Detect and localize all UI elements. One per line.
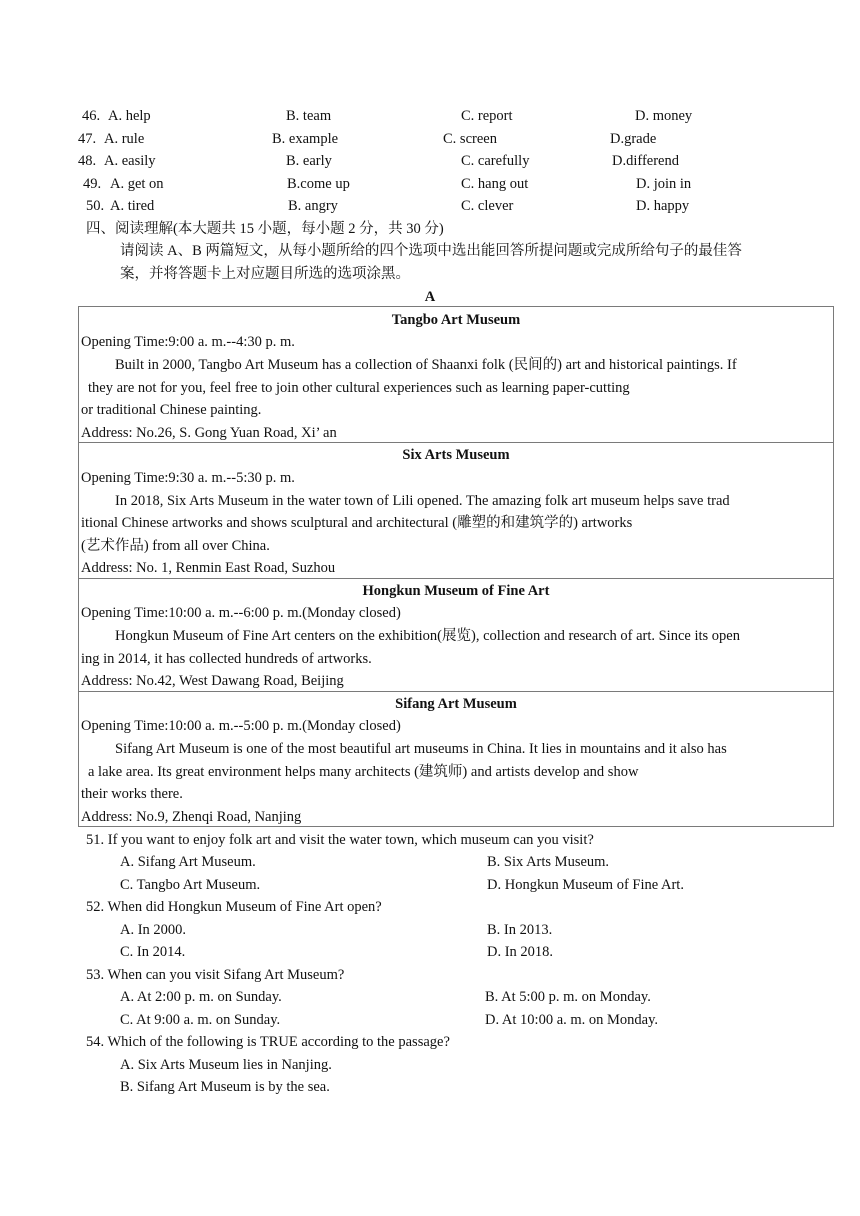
q49-option-a: A. get on xyxy=(110,176,164,192)
q48-option-b: B. early xyxy=(286,153,332,169)
q49-option-c: C. hang out xyxy=(461,176,529,192)
q50-option-d: D. happy xyxy=(636,198,690,214)
address: Address: No.9, Zhenqi Road, Nanjing xyxy=(81,809,302,825)
option-c: C. Tangbo Art Museum. xyxy=(120,877,261,893)
q47-option-d: D.grade xyxy=(610,131,657,147)
row-divider xyxy=(78,578,834,579)
address: Address: No.26, S. Gong Yuan Road, Xi’ an xyxy=(81,425,337,441)
q46-option-b: B. team xyxy=(286,108,332,124)
description-line: In 2018, Six Arts Museum in the water town of Lili opened. The amazing folk art museum helps save trad xyxy=(115,493,730,509)
question-stem: 53. When can you visit Sifang Art Museum? xyxy=(86,967,345,983)
row-divider xyxy=(78,442,834,443)
description-line: Sifang Art Museum is one of the most beautiful art museums in China. It lies in mountains and it also has xyxy=(115,741,727,757)
option-a: A. Six Arts Museum lies in Nanjing. xyxy=(120,1057,332,1073)
description-line: Hongkun Museum of Fine Art centers on the exhibition(展览), collection and research of art. Since its open xyxy=(115,628,740,644)
description-line: ing in 2014, it has collected hundreds of artworks. xyxy=(81,651,372,667)
address: Address: No.42, West Dawang Road, Beijing xyxy=(81,673,344,689)
q47-number: 47. xyxy=(78,131,97,147)
option-b: B. In 2013. xyxy=(487,922,553,938)
option-b: B. Six Arts Museum. xyxy=(487,854,610,870)
museum-name: Six Arts Museum xyxy=(402,447,510,463)
q49-option-b: B.come up xyxy=(287,176,350,192)
opening-time: Opening Time:9:00 a. m.--4:30 p. m. xyxy=(81,334,295,350)
option-c: C. In 2014. xyxy=(120,944,186,960)
option-d: D. Hongkun Museum of Fine Art. xyxy=(487,877,684,893)
q50-number: 50. xyxy=(86,198,105,214)
instruction-line-1: 请阅读 A、B 两篇短文，从每小题所给的四个选项中选出能回答所提问题或完成所给句子的最佳答 xyxy=(120,243,742,259)
option-c: C. At 9:00 a. m. on Sunday. xyxy=(120,1012,281,1028)
description-line: they are not for you, feel free to join other cultural experiences such as learning paper-cutting xyxy=(88,380,630,396)
q50-option-c: C. clever xyxy=(461,198,514,214)
question-stem: 54. Which of the following is TRUE according to the passage? xyxy=(86,1034,450,1050)
museum-name: Hongkun Museum of Fine Art xyxy=(362,583,550,599)
q48-option-d: D.differend xyxy=(612,153,679,169)
option-d: D. In 2018. xyxy=(487,944,554,960)
row-divider xyxy=(78,691,834,692)
description-line: or traditional Chinese painting. xyxy=(81,402,262,418)
q46-option-a: A. help xyxy=(108,108,151,124)
option-a: A. Sifang Art Museum. xyxy=(120,854,256,870)
option-a: A. At 2:00 p. m. on Sunday. xyxy=(120,989,282,1005)
description-line: itional Chinese artworks and shows sculptural and architectural (雕塑的和建筑学的) artworks xyxy=(81,515,633,531)
option-b: B. Sifang Art Museum is by the sea. xyxy=(120,1079,330,1095)
address: Address: No. 1, Renmin East Road, Suzhou xyxy=(81,560,336,576)
opening-time: Opening Time:10:00 a. m.--5:00 p. m.(Monday closed) xyxy=(81,718,401,734)
museum-name: Sifang Art Museum xyxy=(395,696,517,712)
instruction-line-2: 案，并将答题卡上对应题目所选的选项涂黑。 xyxy=(120,266,410,282)
description-line: Built in 2000, Tangbo Art Museum has a collection of Shaanxi folk (民间的) art and historical paintings. If xyxy=(115,357,737,373)
option-b: B. At 5:00 p. m. on Monday. xyxy=(485,989,651,1005)
option-d: D. At 10:00 a. m. on Monday. xyxy=(485,1012,659,1028)
q46-number: 46. xyxy=(82,108,101,124)
description-line: (艺术作品) from all over China. xyxy=(81,538,270,554)
description-line: their works there. xyxy=(81,786,183,802)
opening-time: Opening Time:10:00 a. m.--6:00 p. m.(Monday closed) xyxy=(81,605,401,621)
q49-option-d: D. join in xyxy=(636,176,692,192)
opening-time: Opening Time:9:30 a. m.--5:30 p. m. xyxy=(81,470,295,486)
option-a: A. In 2000. xyxy=(120,922,187,938)
q48-number: 48. xyxy=(78,153,97,169)
q50-option-b: B. angry xyxy=(288,198,338,214)
q48-option-c: C. carefully xyxy=(461,153,530,169)
q46-option-d: D. money xyxy=(635,108,693,124)
section-heading: 四、阅读理解(本大题共 15 小题，每小题 2 分，共 30 分) xyxy=(86,221,444,237)
passage-label: A xyxy=(424,289,436,305)
q47-option-c: C. screen xyxy=(443,131,497,147)
q46-option-c: C. report xyxy=(461,108,513,124)
q47-option-b: B. example xyxy=(272,131,339,147)
question-stem: 52. When did Hongkun Museum of Fine Art open? xyxy=(86,899,382,915)
q49-number: 49. xyxy=(83,176,102,192)
q47-option-a: A. rule xyxy=(104,131,145,147)
q48-option-a: A. easily xyxy=(104,153,156,169)
q50-option-a: A. tired xyxy=(110,198,155,214)
description-line: a lake area. Its great environment helps many architects (建筑师) and artists develop and show xyxy=(88,764,639,780)
question-stem: 51. If you want to enjoy folk art and visit the water town, which museum can you visit? xyxy=(86,832,594,848)
museum-name: Tangbo Art Museum xyxy=(391,312,521,328)
